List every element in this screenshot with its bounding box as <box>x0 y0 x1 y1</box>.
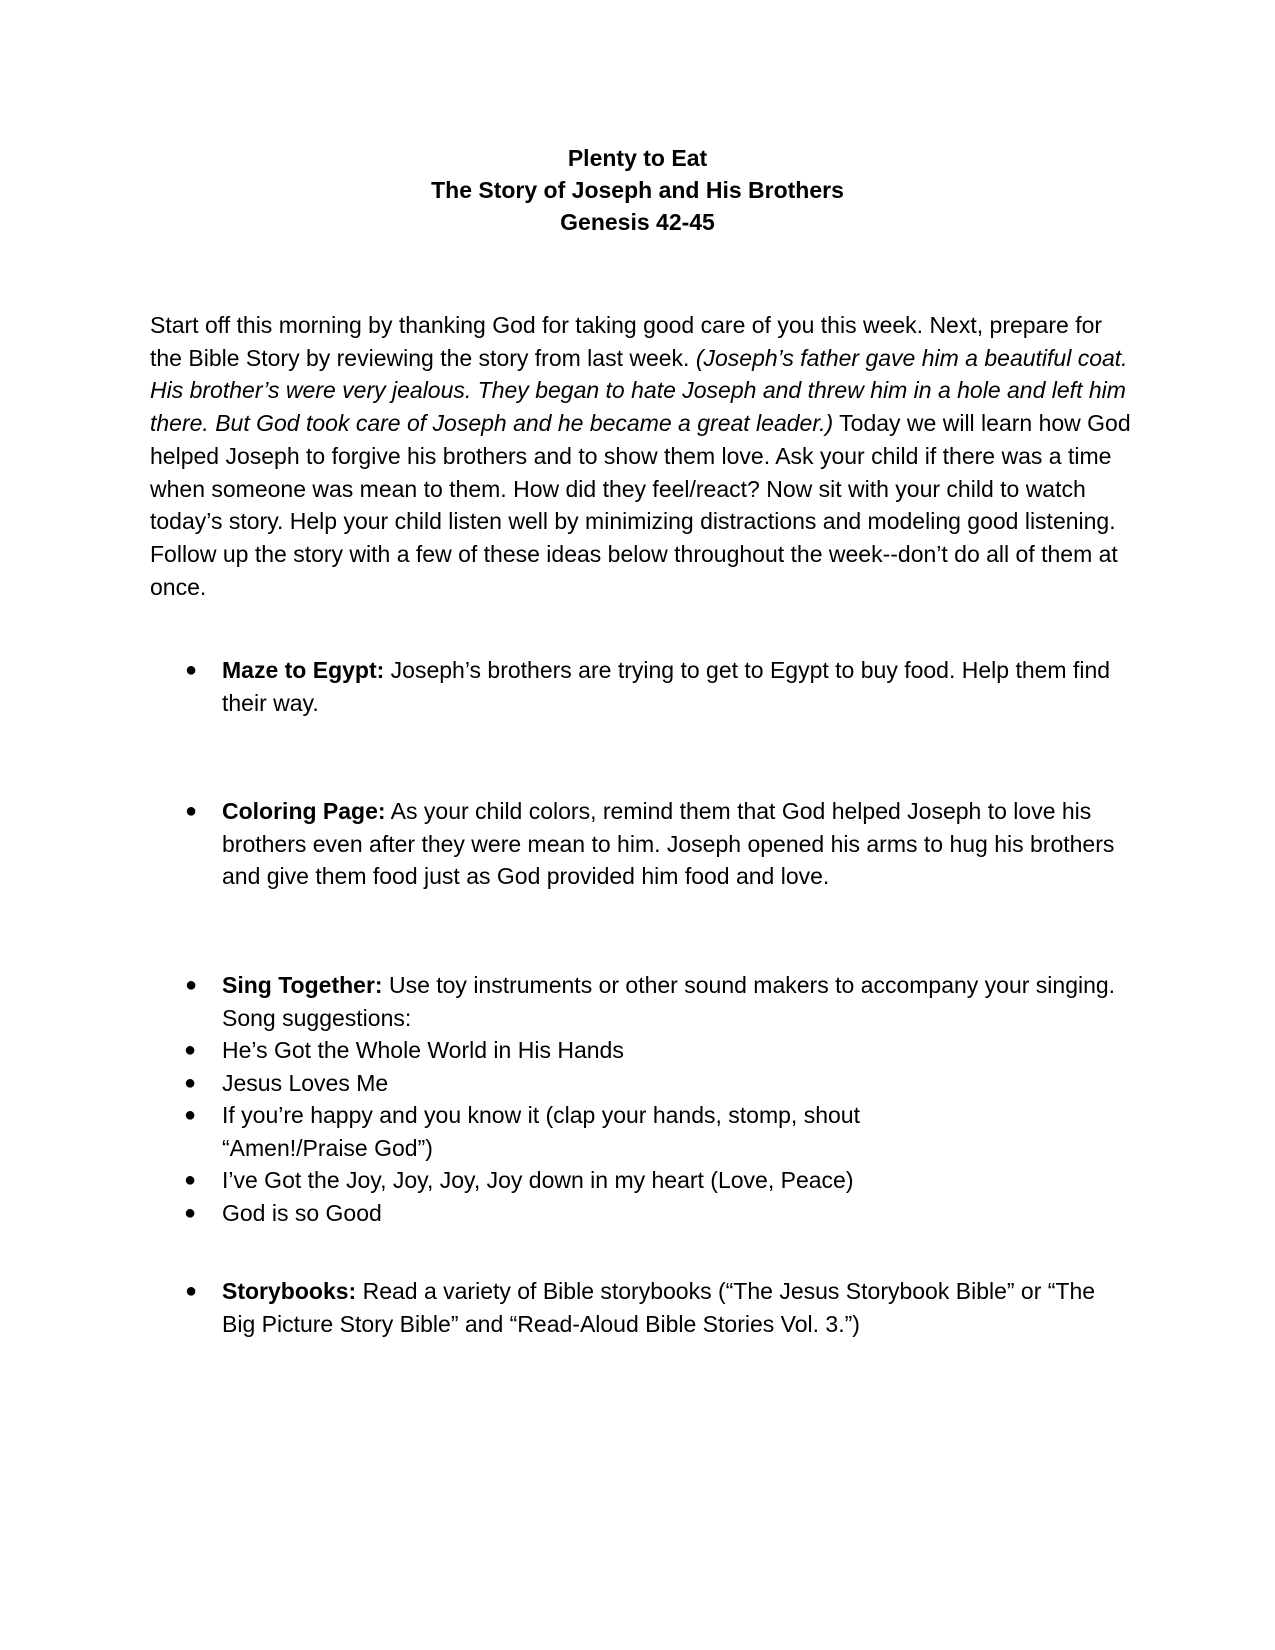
song-title: If you’re happy and you know it (clap your hands, stomp, shout “Amen!/Praise God”) <box>222 1102 860 1161</box>
activity-title: Sing Together: <box>222 972 383 998</box>
intro-text-end: Today we will learn how God helped Joseph to forgive his brothers and to show them love. Ask your child if there was a time when someone was mean to them. How did they feel/react? Now sit with your child to watch today’s story. Help your child listen well by minimizing distractions and modeling good listening. Follow up the story with a few of these ideas below throughout the week--don’t do all of them at once. <box>150 410 1131 600</box>
title-line-plenty-to-eat: Plenty to Eat <box>567 145 708 171</box>
bullet-icon: ● <box>185 659 198 681</box>
song-item <box>147 1034 1047 1067</box>
song-title: Jesus Loves Me <box>222 1069 389 1096</box>
activity-item-coloring-page <box>185 795 1122 893</box>
sub-bullet-icon: ● <box>184 1104 197 1126</box>
activity-item-maze <box>185 654 1122 719</box>
activity-title: Coloring Page: <box>222 798 386 824</box>
sub-bullet-icon: ● <box>184 1169 197 1191</box>
activity-title: Maze to Egypt: <box>222 657 385 683</box>
intro-paragraph <box>150 309 1140 603</box>
document-title <box>0 142 1275 238</box>
bullet-icon: ● <box>185 1280 198 1302</box>
bullet-icon: ● <box>185 974 198 996</box>
title-line-story-name: The Story of Joseph and His Brothers <box>431 177 844 203</box>
song-item <box>147 1099 1047 1164</box>
activity-description: Use toy instruments or other sound makers to accompany your singing. Song suggestions: <box>222 972 1116 1031</box>
activity-title: Storybooks: <box>222 1278 357 1304</box>
song-item <box>147 1197 1047 1230</box>
sub-bullet-icon: ● <box>184 1039 197 1061</box>
activity-description: Joseph’s brothers are trying to get to Egypt to buy food. Help them find their way. <box>222 657 1111 716</box>
bullet-icon: ● <box>185 800 198 822</box>
intro-recap-italic: (Joseph’s father gave him a beautiful coat. His brother’s were very jealous. They began to hate Joseph and threw him in a hole and left him there. But God took care of Joseph and he became a great leader.) <box>150 344 1128 437</box>
activity-item-sing-together <box>184 969 1122 1229</box>
intro-text-start: Start off this morning by thanking God for taking good care of you this week. Next, prepare for the Bible Story by reviewing the story from last week. <box>150 312 1103 371</box>
song-title: I’ve Got the Joy, Joy, Joy, Joy down in my heart (Love, Peace) <box>222 1167 854 1193</box>
sub-bullet-icon: ● <box>184 1201 197 1224</box>
activity-description: As your child colors, remind them that God helped Joseph to love his brothers even after they were mean to him. Joseph opened his arms to hug his brothers and give them food just as God provided him food and love. <box>222 798 1115 889</box>
song-suggestion-list <box>147 1034 1047 1229</box>
song-title: God is so Good <box>222 1199 382 1226</box>
sub-bullet-icon: ● <box>184 1071 197 1094</box>
song-item <box>147 1164 1047 1197</box>
title-line-scripture-reference: Genesis 42-45 <box>560 209 715 235</box>
song-item <box>147 1067 1047 1100</box>
activity-item-storybooks <box>185 1275 1122 1340</box>
activity-description: Read a variety of Bible storybooks (“The Jesus Storybook Bible” or “The Big Picture Story Bible” and “Read-Aloud Bible Stories Vol. 3.”) <box>222 1278 1096 1337</box>
song-title: He’s Got the Whole World in His Hands <box>222 1037 624 1063</box>
